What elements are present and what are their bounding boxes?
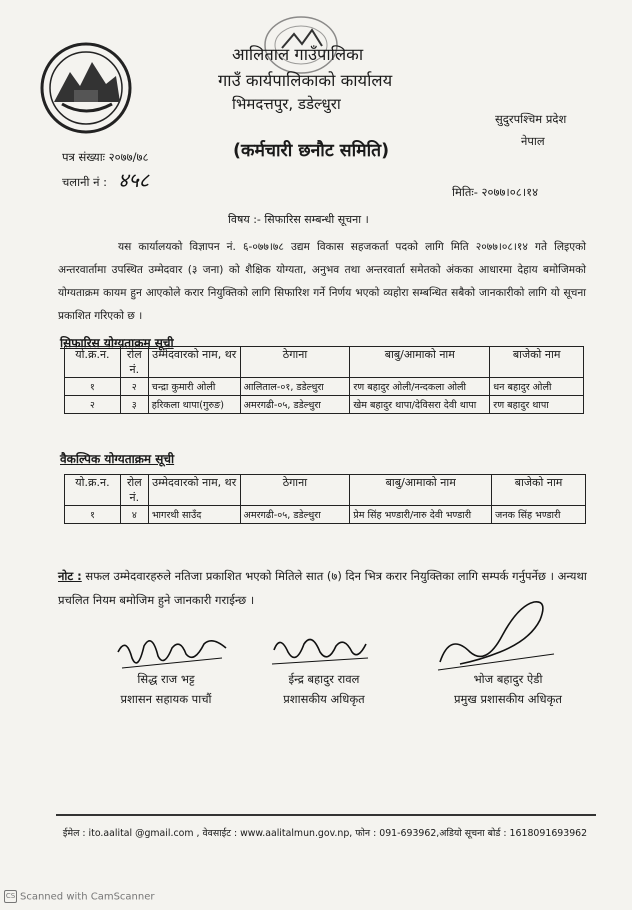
cell-candidate: चन्द्रा कुमारी ओली: [148, 378, 240, 396]
cell-candidate: हरिकला थापा(गुरुङ): [148, 396, 240, 414]
alternate-list-title: वैकल्पिक योग्यताक्रम सूची: [60, 452, 175, 466]
cell-roll: ३: [120, 396, 148, 414]
signatory-2-name: ईन्द्र बहादुर रावल: [288, 672, 360, 686]
col-candidate: उम्मेदवारको नाम, थर: [148, 347, 240, 378]
cell-roll: ४: [120, 506, 148, 524]
signatory-1-name: सिद्ध राज भट्ट: [137, 672, 195, 686]
note-text: सफल उम्मेदवारहरुले नतिजा प्रकाशित भएको मितिले सात (७) दिन भित्र करार नियुक्तिका लागि सम्पर्क गर्नुपर्नेछ । अन्यथा प्रचलित नियम बमोजिम हुने जानकारी गराईन्छ ।: [58, 569, 587, 607]
municipality-name: आलिताल गाउँपालिका: [232, 45, 364, 64]
footer-divider: [56, 814, 596, 816]
cell-serial: १: [65, 378, 121, 396]
cell-parents: प्रेम सिंह भण्डारी/नारु देवी भण्डारी: [350, 506, 492, 524]
note-label: नोट :: [58, 569, 82, 583]
col-grandfather: बाजेको नाम: [492, 475, 586, 506]
scanner-watermark: [4, 890, 155, 903]
cell-candidate: भागरथी साउँद: [148, 506, 240, 524]
signature-3-icon: [430, 592, 560, 676]
letter-date: मितिः- २०७७।०८।१४: [452, 185, 539, 199]
cell-grandfather: जनक सिंह भण्डारी: [492, 506, 586, 524]
col-candidate: उम्मेदवारको नाम, थर: [148, 475, 240, 506]
col-roll: रोल नं.: [120, 475, 148, 506]
cell-address: आलिताल-०१, डडेल्धुरा: [240, 378, 350, 396]
col-grandfather: बाजेको नाम: [490, 347, 584, 378]
office-address: भिमदत्तपुर, डडेल्धुरा: [232, 95, 341, 113]
committee-name: (कर्मचारी छनौट समिति): [233, 141, 390, 161]
signatory-3-name: भोज बहादुर ऐडी: [473, 672, 543, 686]
cell-address: अमरगढी-०५, डडेल्धुरा: [240, 396, 350, 414]
signatory-1-title: प्रशासन सहायक पाचौं: [120, 692, 212, 706]
cell-serial: १: [65, 506, 121, 524]
letter-number: पत्र संख्याः २०७७/७८: [62, 150, 149, 164]
signature-1-icon: [112, 628, 232, 676]
col-serial: यो.क्र.न.: [65, 475, 121, 506]
notice-body-text: यस कार्यालयको विज्ञापन नं. ६-०७७।७८ उद्यम विकास सहजकर्ता पदको लागि मिति २०७७।०८।१४ गते लिइएको अन्तरवार्तामा उपस्थित उम्मेदवार (३ जना) को शैक्षिक योग्यता, अनुभव तथा अन्तरवार्ता समेतको अंकका आधारमा देहाय बमोजिमको योग्यताक्रम कायम हुन आएकोले करार नियुक्तिको लागि सिफारिश गर्ने निर्णय भएको व्यहोरा सम्बन्धित सबैको जानकारीको लागि यो सूचना प्रकाशित गरिएको छ ।: [58, 241, 586, 322]
signature-2-icon: [268, 630, 372, 674]
col-address: ठेगाना: [240, 475, 350, 506]
table-row: [65, 506, 586, 524]
cell-address: अमरगढी-०५, डडेल्धुरा: [240, 506, 350, 524]
cell-serial: २: [65, 396, 121, 414]
col-parents: बाबु/आमाको नाम: [350, 347, 490, 378]
cell-grandfather: रण बहादुर थापा: [490, 396, 584, 414]
dispatch-number-label: चलानी नं :: [62, 175, 108, 189]
province-name: सुदुरपश्चिम प्रदेश: [495, 112, 567, 126]
col-serial: यो.क्र.न.: [65, 347, 121, 378]
col-address: ठेगाना: [240, 347, 350, 378]
merit-list-table: [64, 346, 584, 414]
table-header-row: [65, 475, 586, 506]
subject-line: विषय :- सिफारिस सम्बन्धी सूचना ।: [228, 213, 369, 226]
cell-roll: २: [120, 378, 148, 396]
scanner-watermark-text: Scanned with CamScanner: [20, 891, 155, 903]
table-row: [65, 396, 584, 414]
notice-body: [58, 236, 586, 328]
signatory-3-title: प्रमुख प्रशासकीय अधिकृत: [454, 692, 562, 706]
cell-parents: रण बहादुर ओली/नन्दकला ओली: [350, 378, 490, 396]
footer-contact: ईमेल : ito.aalital @gmail.com , वेवसाईट : www.aalitalmun.gov.np, फोन : 091-693962,अडियो सूचना बोर्ड : 1618091693962: [62, 828, 588, 839]
alternate-list-table: [64, 474, 586, 524]
dispatch-number-handwritten: ४५८: [118, 168, 150, 192]
cell-parents: खेम बहादुर थापा/देविसरा देवी थापा: [350, 396, 490, 414]
col-roll: रोल नं.: [120, 347, 148, 378]
col-parents: बाबु/आमाको नाम: [350, 475, 492, 506]
cell-grandfather: धन बहादुर ओली: [490, 378, 584, 396]
merit-list-title: सिफारिस योग्यताक्रम सूची: [60, 336, 174, 350]
country-name: नेपाल: [521, 134, 545, 148]
camscanner-icon: CS: [4, 890, 17, 903]
signatory-2-title: प्रशासकीय अधिकृत: [283, 692, 365, 706]
government-emblem-icon: [40, 42, 132, 134]
table-header-row: [65, 347, 584, 378]
office-name: गाउँ कार्यपालिकाको कार्यालय: [218, 71, 393, 90]
table-row: [65, 378, 584, 396]
